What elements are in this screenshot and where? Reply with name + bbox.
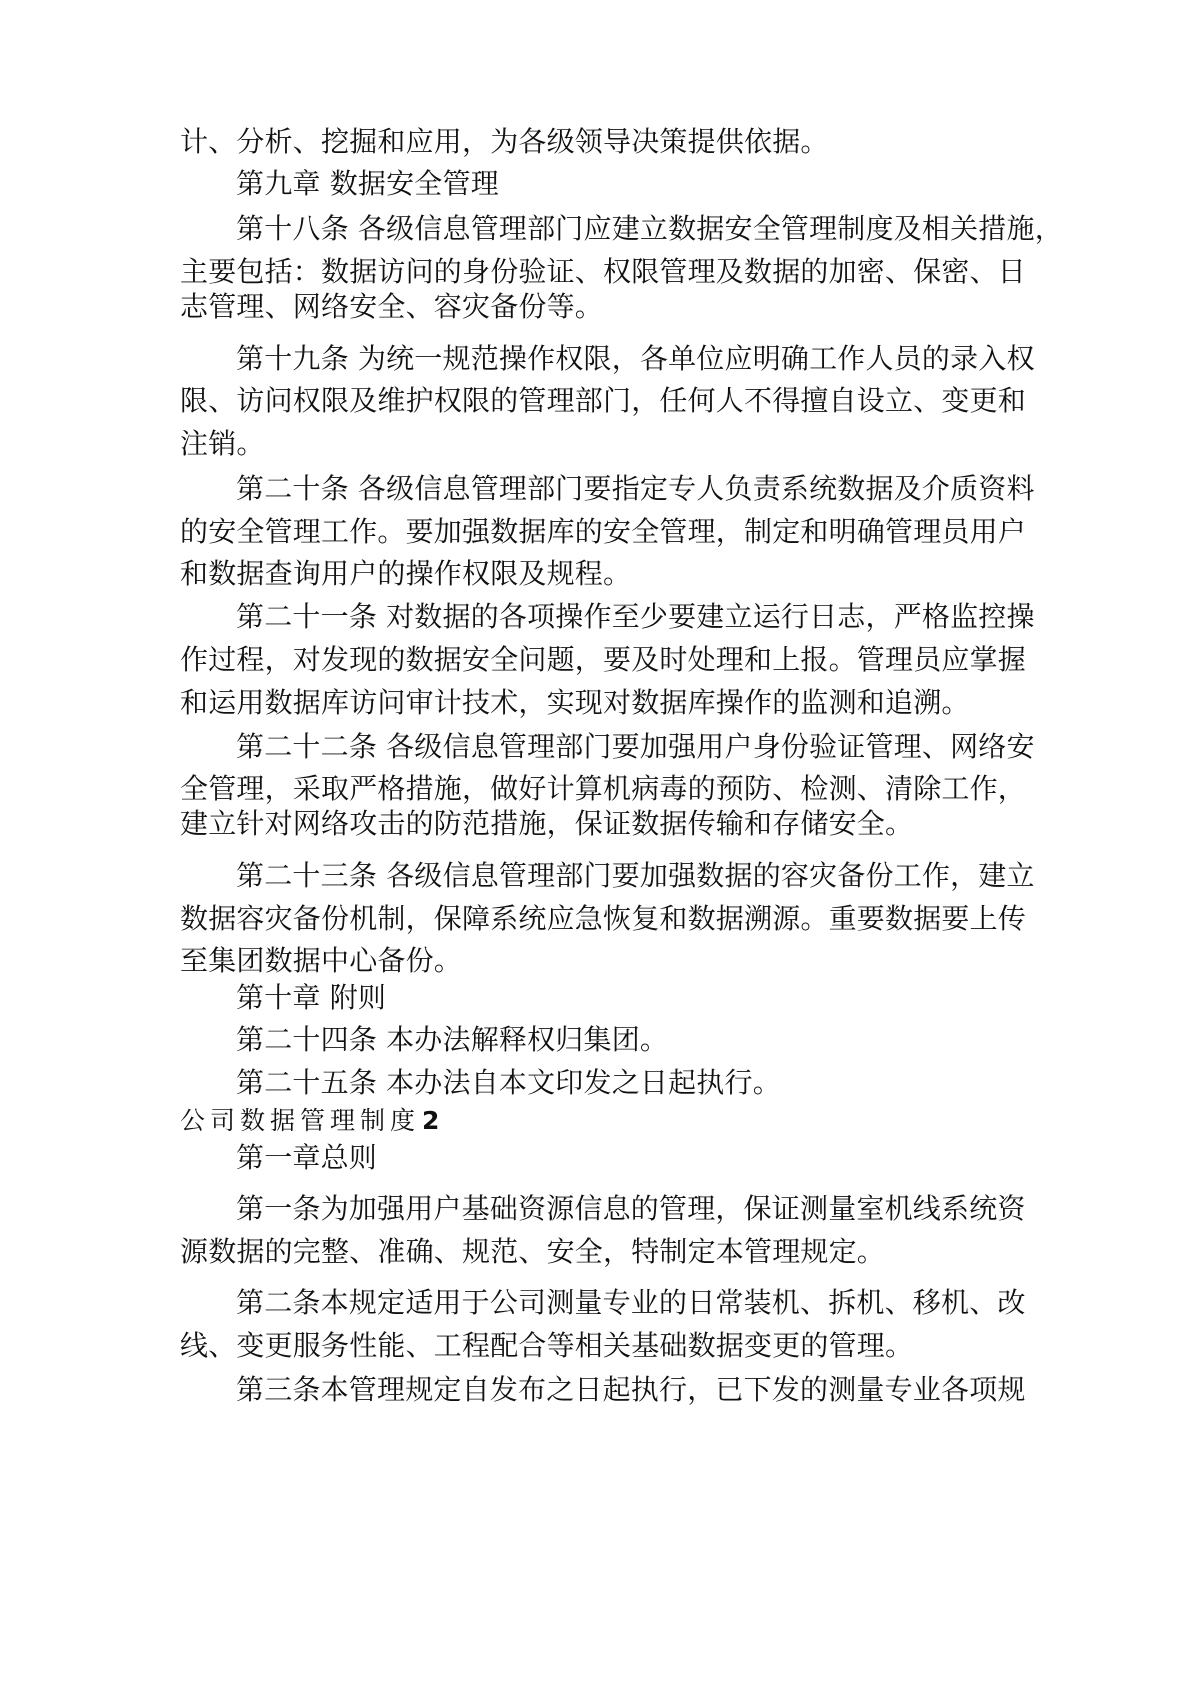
text-line: 注销。: [180, 427, 265, 460]
article-line: 第三条本管理规定自发布之日起执行，已下发的测量专业各项规: [236, 1373, 1026, 1406]
text-line: 志管理、网络安全、容灾备份等。: [180, 290, 604, 323]
chapter-heading: 第十章 附则: [236, 981, 387, 1014]
text-line: 作过程，对发现的数据安全问题，要及时处理和上报。管理员应掌握: [180, 643, 1027, 676]
text-line: 计、分析、挖掘和应用，为各级领导决策提供依据。: [180, 125, 829, 158]
article-line: 第十九条 为统一规范操作权限，各单位应明确工作人员的录入权: [236, 342, 1035, 375]
text-line: 的安全管理工作。要加强数据库的安全管理，制定和明确管理员用户: [180, 515, 1027, 548]
article-line: 第二十二条 各级信息管理部门要加强用户身份验证管理、网络安: [236, 730, 1035, 763]
article-line: 第二十五条 本办法自本文印发之日起执行。: [236, 1066, 781, 1099]
text-line: 数据容灾备份机制，保障系统应急恢复和数据溯源。重要数据要上传: [180, 902, 1027, 935]
article-line: 第十八条 各级信息管理部门应建立数据安全管理制度及相关措施，: [236, 212, 1063, 245]
text-line: 至集团数据中心备份。: [180, 944, 463, 977]
article-line: 第二十四条 本办法解释权归集团。: [236, 1023, 669, 1056]
text-line: 全管理，采取严格措施，做好计算机病毒的预防、检测、清除工作，: [180, 772, 1027, 805]
text-line: 和数据查询用户的操作权限及规程。: [180, 557, 632, 590]
section-title-text: 公司数据管理制度: [180, 1106, 421, 1135]
text-line: 和运用数据库访问审计技术，实现对数据库操作的监测和追溯。: [180, 686, 970, 719]
article-line: 第二条本规定适用于公司测量专业的日常装机、拆机、移机、改: [236, 1286, 1026, 1319]
article-line: 第二十一条 对数据的各项操作至少要建立运行日志，严格监控操: [236, 600, 1035, 633]
chapter-heading: 第九章 数据安全管理: [236, 167, 499, 200]
section-title-number: 2: [422, 1106, 440, 1135]
text-line: 源数据的完整、准确、规范、安全，特制定本管理规定。: [180, 1235, 886, 1268]
text-line: 主要包括：数据访问的身份验证、权限管理及数据的加密、保密、日: [180, 255, 1027, 288]
section-title: [180, 1104, 439, 1138]
text-line: 线、变更服务性能、工程配合等相关基础数据变更的管理。: [180, 1329, 914, 1362]
article-line: 第一条为加强用户基础资源信息的管理，保证测量室机线系统资: [236, 1192, 1026, 1225]
article-line: 第二十条 各级信息管理部门要指定专人负责系统数据及介质资料: [236, 472, 1035, 505]
article-line: 第二十三条 各级信息管理部门要加强数据的容灾备份工作，建立: [236, 859, 1035, 892]
chapter-heading: 第一章总则: [236, 1141, 378, 1174]
text-line: 建立针对网络攻击的防范措施，保证数据传输和存储安全。: [180, 807, 914, 840]
text-line: 限、访问权限及维护权限的管理部门，任何人不得擅自设立、变更和: [180, 384, 1027, 417]
